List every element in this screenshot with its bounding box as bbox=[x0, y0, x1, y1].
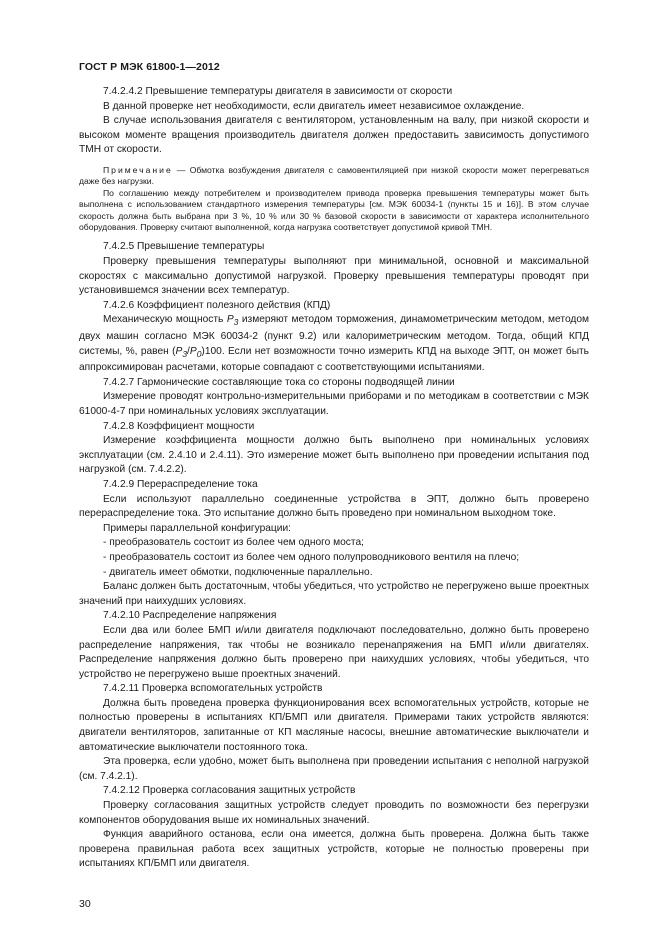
list-item: - преобразователь состоит из более чем одного полупроводникового вентиля на плечо; bbox=[103, 551, 520, 563]
heading-7-4-2-6: 7.4.2.6 Коэффициент полезного действия (КПД) bbox=[103, 299, 331, 311]
paragraph: Если используют параллельно соединенные устройства в ЭПТ, должно быть проверено перераспределение тока. Это испытание должно быть проведено при номинальном выходном токе. bbox=[79, 493, 589, 520]
heading-7-4-2-9: 7.4.2.9 Перераспределение тока bbox=[103, 478, 258, 490]
note-paragraph: По соглашению между потребителем и производителем привода проверка превышения температуры может быть выполнена с использованием стандартного измерения температуры [см. МЭК 60034-1 (пункты 15 и 16)]. В этом случае скорость должна быть выбрана при 3 %, 10 % или 30 % базовой скорости в зависимости от характера исполнительного оборудования. Проверку считают выполненной, когда нагрузка соответствует допустимой кривой ТМН. bbox=[79, 187, 589, 232]
paragraph: Эта проверка, если удобно, может быть выполнена при проведении испытания с неполной нагрузкой (см. 7.4.2.1). bbox=[79, 756, 589, 782]
heading-7-4-2-12: 7.4.2.12 Проверка согласования защитных устройств bbox=[103, 785, 356, 797]
heading-7-4-2-4-2: 7.4.2.4.2 Превышение температуры двигателя в зависимости от скорости bbox=[103, 86, 453, 97]
symbol-p3: $P_3$ bbox=[226, 314, 239, 328]
paragraph: Должна быть проведена проверка функционирования всех вспомогательных устройств, которые не полностью проверены в испытаниях КП/БМП или двигателя. Примерами таких устройств являются: двигатели вентиляторов, запитанные от КП масляные насосы, внешние автоматические выключатели и автоматические выключатели постоянного тока. bbox=[79, 697, 589, 753]
list-item: - преобразователь состоит из более чем одного моста; bbox=[103, 537, 364, 549]
paragraph: В случае использования двигателя с вентилятором, установленным на валу, при низкой скорости и высоком моменте вращения производитель двигателя должен предоставить зависимость допустимого ТМН от скорости. bbox=[79, 115, 589, 156]
standard-header: ГОСТ Р МЭК 61800-1—2012 bbox=[79, 61, 220, 73]
paragraph-efficiency: Механическую мощность $P_3$ измеряют методом торможения, динамометрическим методом, методом двух машин согласно МЭК 60034-2 (пункт 9.2) или калориметрическим методом. Тогда, общий КПД системы, %, равен $(P_3/P_0)100$. Если нет возможности точно измерить КПД на выходе ЭПТ, он может быть аппроксимирован расчетами, которые совпадают с соответствующими испытаниями. bbox=[79, 314, 589, 374]
document-body bbox=[79, 85, 589, 872]
paragraph: В данной проверке нет необходимости, если двигатель имеет независимое охлаждение. bbox=[103, 100, 525, 112]
symbol-p3-formula: $P_3$ bbox=[175, 345, 188, 359]
paragraph: Функция аварийного останова, если она имеется, должна быть проверена. Должна быть также проверена правильная работа всех защитных устройств, которые не полностью проверены при испытаниях КП/БМП или двигателя. bbox=[79, 829, 589, 870]
heading-7-4-2-5: 7.4.2.5 Превышение температуры bbox=[103, 241, 265, 253]
heading-7-4-2-8: 7.4.2.8 Коэффициент мощности bbox=[103, 420, 255, 432]
list-item: - двигатель имеет обмотки, подключенные параллельно. bbox=[103, 566, 373, 578]
paragraph: Измерение коэффициента мощности должно быть выполнено при номинальных условиях эксплуатации (см. 2.4.10 и 2.4.11). Это измерение может быть выполнено при проведении испытания под нагрузкой (см. 7.4.2.2). bbox=[79, 435, 589, 476]
paragraph: Примеры параллельной конфигурации: bbox=[103, 522, 291, 534]
note bbox=[79, 165, 589, 188]
paragraph: Измерение проводят контрольно-измерительными приборами и по методикам в соответствии с МЭК 61000-4-7 при номинальных условиях эксплуатации. bbox=[79, 391, 589, 417]
note-text: — Обмотка возбуждения двигателя с самовентиляцией при низкой скорости может перегреваться даже без нагрузки. bbox=[79, 164, 589, 187]
heading-7-4-2-10: 7.4.2.10 Распределение напряжения bbox=[103, 610, 277, 622]
paragraph: Если два или более БМП и/или двигателя подключают последовательно, должно быть проверено распределение напряжения, так чтобы не возникало перенапряжения на БМП и/или двигателях. Распределение напряжения должно быть проверено при наихудших условиях, чтобы убедиться, что устройство не перегружено выше проектных значений. bbox=[79, 624, 589, 680]
paragraph: Проверку превышения температуры выполняют при минимальной, основной и максимальной скоростях с максимально допустимой нагрузкой. Проверку превышения температуры проводят при установившемся значении всех температур. bbox=[79, 256, 589, 297]
paragraph: Баланс должен быть достаточным, чтобы убедиться, что устройство не перегружено выше проектных значений при наихудших условиях. bbox=[79, 581, 589, 607]
heading-7-4-2-11: 7.4.2.11 Проверка вспомогательных устройств bbox=[103, 683, 323, 695]
note-label: Примечание bbox=[103, 164, 173, 175]
symbol-p0-formula: $P_0$ bbox=[189, 345, 202, 359]
page-number: 30 bbox=[79, 898, 91, 910]
paragraph: Проверку согласования защитных устройств следует проводить по возможности без перегрузки компонентов оборудования выше их номинальных значений. bbox=[79, 800, 589, 826]
heading-7-4-2-7: 7.4.2.7 Гармонические составляющие тока со стороны подводящей линии bbox=[103, 376, 455, 388]
